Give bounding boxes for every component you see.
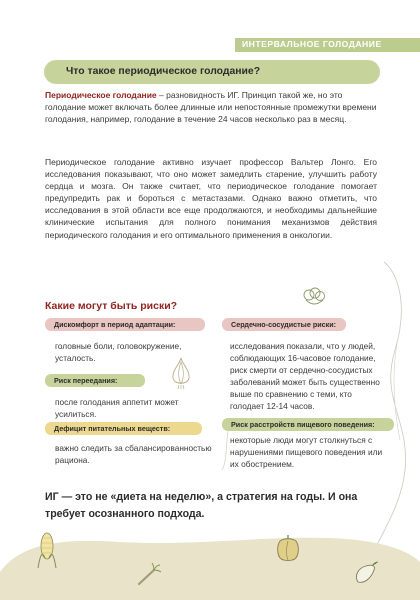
intro-paragraph bbox=[45, 89, 377, 125]
intro-rest: – разновидность ИГ. Принцип такой же, но это голодание может включать более длинные или непостоянные промежутки времени голодания, например, голодание в течение 24 часов несколько раз в месяц. bbox=[45, 90, 377, 125]
cauliflower-icon bbox=[301, 286, 327, 310]
eggplant-icon bbox=[352, 558, 380, 586]
corn-icon bbox=[34, 530, 60, 570]
risk-text-cardio: исследования показали, что у людей, соблюдающих 16-часовое голодание, риск смерти от сердечно-сосудистых заболеваний может быть существенно выше по сравнению с теми, кто голодает 12-14 часов. bbox=[230, 341, 380, 411]
carrot-icon bbox=[136, 562, 162, 588]
risk-text-adaptation: головные боли, головокружение, усталость. bbox=[55, 341, 182, 363]
onion-icon bbox=[168, 356, 194, 390]
longo-paragraph: Периодическое голодание активно изучает профессор Вальтер Лонго. Его исследования показывают, что оно может замедлить старение, улучшить работу сердца и мозга. Он также считает, что периодическое голодание помогает предупредить рак и бороться с метастазами. Однако важно отметить, что исследования в этой области все еще продолжаются, и необходимы дальнейшие клинические испытания для полного понимания механизмов действия периодического голодания и его оптимального применения в онкологии. bbox=[45, 157, 377, 240]
risk-label-nutrients: Дефицит питательных веществ: bbox=[45, 422, 202, 435]
intro-term: Периодическое голодание bbox=[45, 90, 157, 100]
risk-label-cardio: Сердечно-сосудистые риски: bbox=[222, 318, 346, 331]
pepper-icon bbox=[274, 533, 302, 563]
risk-text-overeating: после голодания аппетит может усилиться. bbox=[55, 397, 179, 419]
section-title: Что такое периодическое голодание? bbox=[66, 66, 261, 77]
risk-text-nutrients: важно следить за сбалансированностью рациона. bbox=[55, 443, 212, 465]
risks-title: Какие могут быть риски? bbox=[45, 300, 178, 312]
risk-label-adaptation: Дискомфорт в период адаптации: bbox=[45, 318, 205, 331]
header-title: ИНТЕРВАЛЬНОЕ ГОЛОДАНИЕ bbox=[242, 39, 382, 49]
risk-text-eating-disorders: некоторые люди могут столкнуться с нарушениями пищевого поведения или их обострением. bbox=[230, 435, 383, 469]
risk-label-overeating: Риск переедания: bbox=[45, 374, 145, 387]
risk-label-eating-disorders: Риск расстройств пищевого поведения: bbox=[222, 418, 394, 431]
conclusion-text: ИГ — это не «диета на неделю», а стратегия на годы. И она требует осознанного подхода. bbox=[45, 491, 358, 520]
